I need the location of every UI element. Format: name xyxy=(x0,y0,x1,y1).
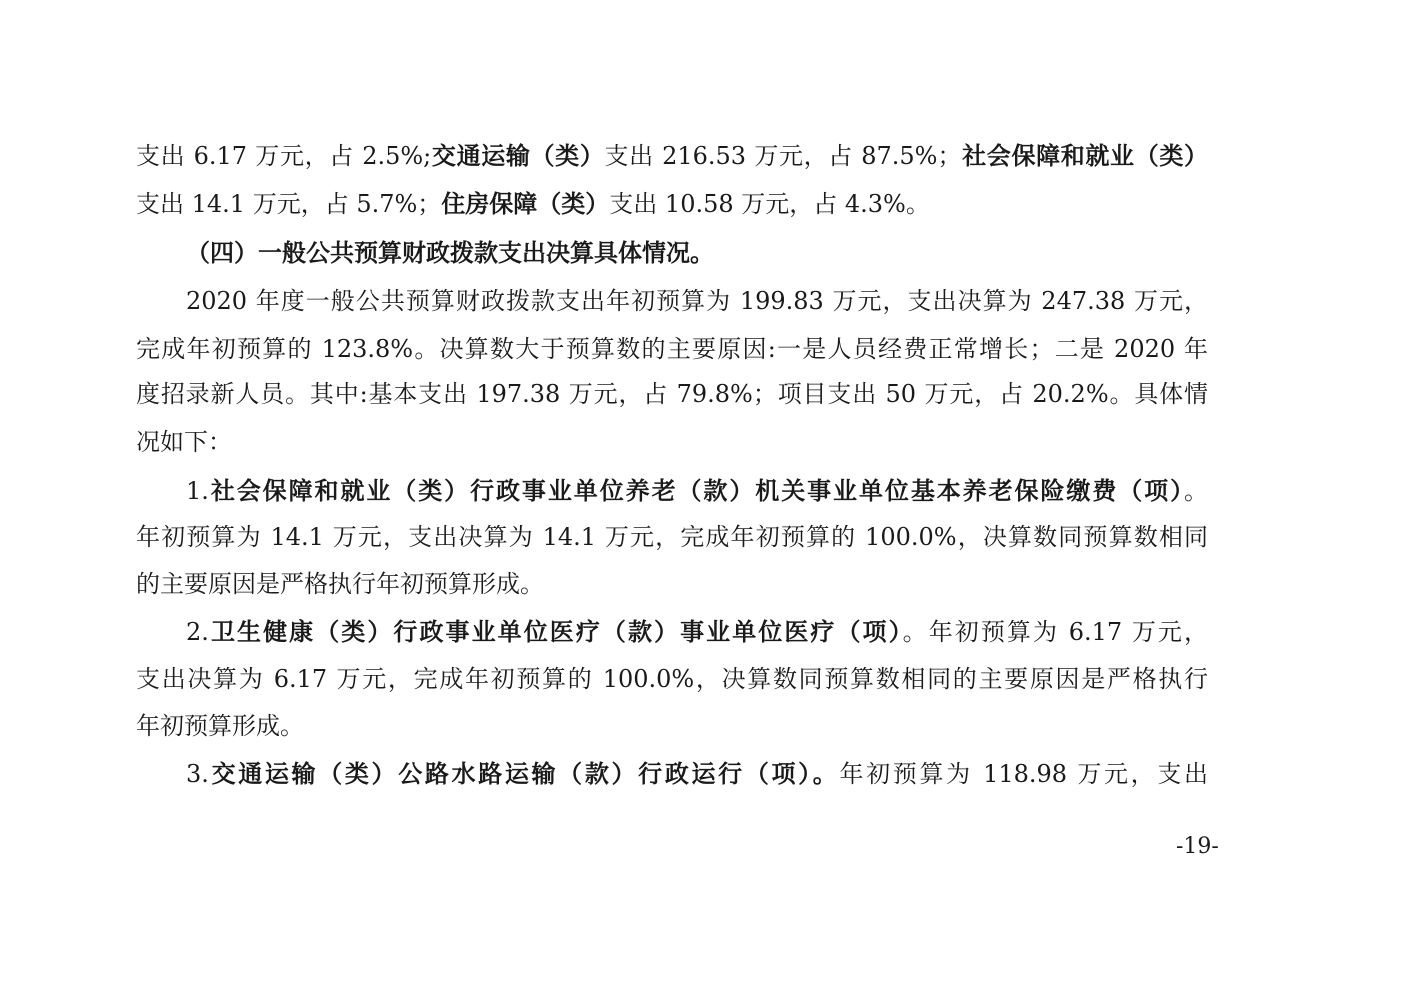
paragraph-line xyxy=(136,425,1208,459)
bold-text-segment: 交通运输（类）公路水路运输（款）行政运行（项）。 xyxy=(208,759,840,788)
bold-text-segment: （四）一般公共预算财政拨款支出决算具体情况。 xyxy=(186,238,714,267)
paragraph-line xyxy=(136,662,1208,696)
paragraph-line xyxy=(136,377,1208,411)
text-segment: 支出 216.53 万元，占 87.5%； xyxy=(604,142,962,170)
paragraph-line xyxy=(136,709,1208,743)
text-segment: 3. xyxy=(186,760,209,788)
text-segment: 支出 6.17 万元，占 2.5%; xyxy=(136,142,432,170)
bold-text-segment: 社会保障和就业（类）行政事业单位养老（款）机关事业单位基本养老保险缴费（项） xyxy=(208,476,1184,505)
paragraph-line xyxy=(136,139,1208,173)
text-segment: 支出 10.58 万元，占 4.3%。 xyxy=(609,190,930,218)
text-segment: 完成年初预算的 123.8%。决算数大于预算数的主要原因:一是人员经费正常增长；二是 2020 年 xyxy=(136,335,1208,363)
bold-text-segment: 社会保障和就业（类） xyxy=(961,141,1209,170)
text-segment: 年初预算形成。 xyxy=(136,712,304,740)
item-heading-line xyxy=(186,474,1208,508)
text-segment: 支出决算为 6.17 万元，完成年初预算的 100.0%，决算数同预算数相同的主要原因是严格执行 xyxy=(136,665,1208,693)
section-heading xyxy=(186,236,1208,270)
text-segment: 支出 14.1 万元，占 5.7%； xyxy=(136,190,442,218)
paragraph-line xyxy=(136,187,1208,221)
paragraph-line xyxy=(136,567,1208,601)
text-segment: 况如下： xyxy=(136,428,232,456)
text-segment: 2. xyxy=(186,618,209,646)
text-segment: 2020 年度一般公共预算财政拨款支出年初预算为 199.83 万元，支出决算为 247.38 万元， xyxy=(186,287,1208,315)
text-segment: 年初预算为 118.98 万元，支出 xyxy=(839,760,1209,788)
text-segment: 度招录新人员。其中:基本支出 197.38 万元，占 79.8%；项目支出 50 万元，占 20.2%。具体情 xyxy=(136,380,1208,408)
paragraph-line xyxy=(186,284,1208,318)
bold-text-segment: 交通运输（类） xyxy=(431,141,605,170)
paragraph-line xyxy=(136,332,1208,366)
bold-text-segment: 住房保障（类） xyxy=(441,189,610,218)
text-segment: 的主要原因是严格执行年初预算形成。 xyxy=(136,570,544,598)
paragraph-line xyxy=(136,520,1208,554)
text-segment: 。 xyxy=(1184,477,1208,505)
bold-text-segment: 卫生健康（类）行政事业单位医疗（款）事业单位医疗（项） xyxy=(208,617,903,646)
item-heading-line xyxy=(186,757,1208,791)
text-segment: 1. xyxy=(186,477,209,505)
text-segment: 年初预算为 14.1 万元，支出决算为 14.1 万元，完成年初预算的 100.0%，决算数同预算数相同 xyxy=(136,523,1208,551)
item-heading-line xyxy=(186,615,1208,649)
page-number: -19- xyxy=(1176,834,1219,859)
text-segment: 。年初预算为 6.17 万元， xyxy=(902,618,1208,646)
